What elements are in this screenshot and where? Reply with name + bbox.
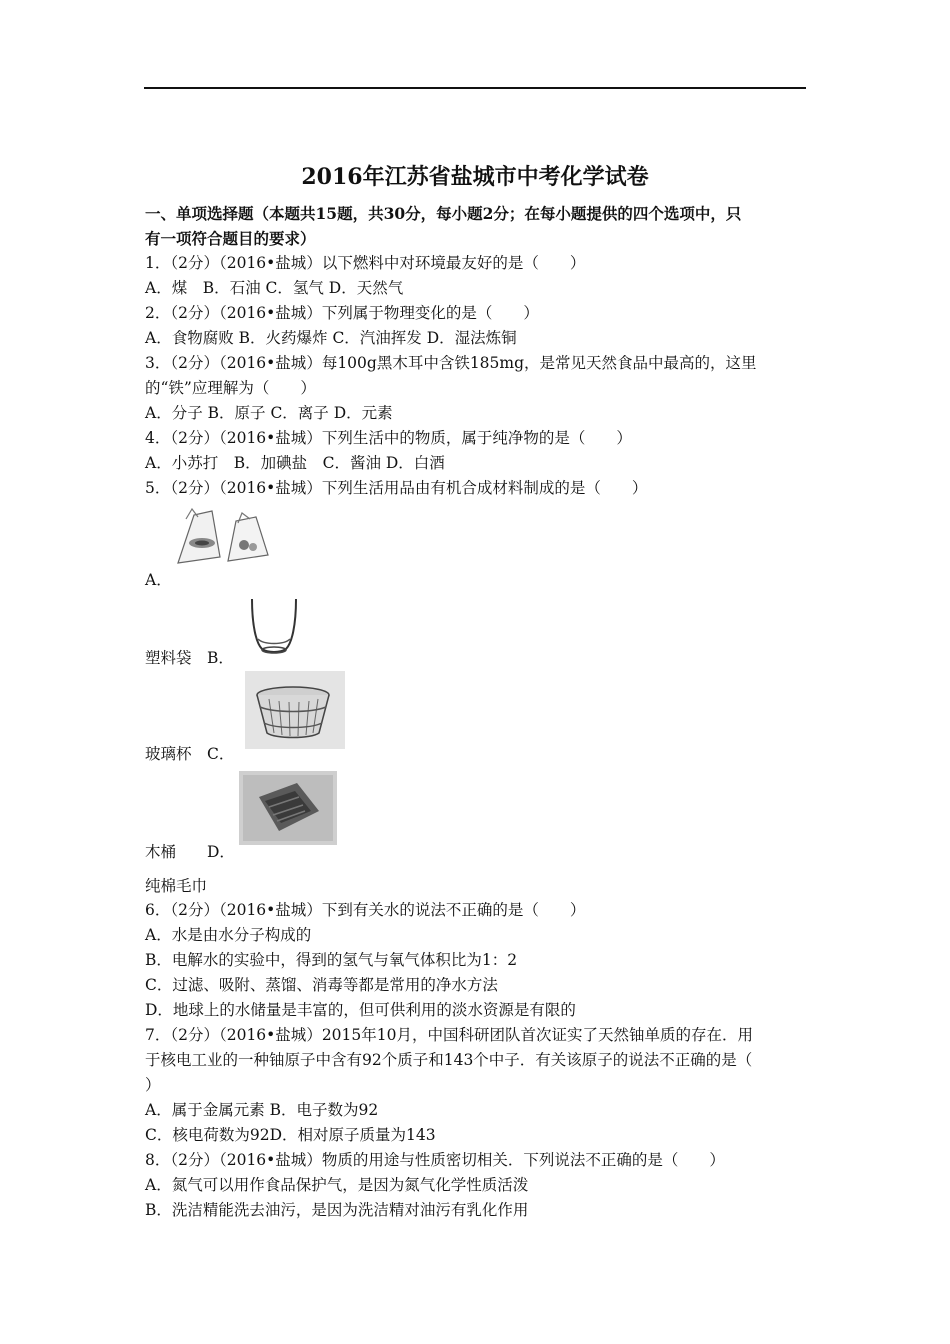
question-1-stem: 1．（2分）（2016•盐城）以下燃料中对环境最友好的是（ ） [145,254,586,272]
question-7-stem-line-3: ） [145,1076,161,1094]
question-3-stem-line-1: 3．（2分）（2016•盐城）每100g黑木耳中含铁185mg，是常见天然食品中最高的，这里 [145,354,757,372]
question-6-option-c: C．过滤、吸附、蒸馏、消毒等都是常用的净水方法 [145,976,498,994]
question-5-stem: 5．（2分）（2016•盐城）下列生活用品由有机合成材料制成的是（ ） [145,479,648,497]
question-7-options-ab: A．属于金属元素 B．电子数为92 [145,1101,379,1119]
question-5-caption-d: 纯棉毛巾 [145,877,208,895]
glass-cup-image [246,595,302,657]
question-5-label-b: 塑料袋 B． [145,649,234,667]
question-2-options: A．食物腐败 B．火药爆炸 C．汽油挥发 D．湿法炼铜 [145,329,517,347]
question-6-option-d: D．地球上的水储量是丰富的，但可供利用的淡水资源是有限的 [145,1001,576,1019]
section-heading-line-1: 一、单项选择题（本题共15题，共30分，每小题2分；在每小题提供的四个选项中，只 [145,204,742,223]
question-2-stem: 2．（2分）（2016•盐城）下列属于物理变化的是（ ） [145,304,539,322]
question-6-option-b: B．电解水的实验中，得到的氢气与氧气体积比为1：2 [145,951,518,969]
question-4-stem: 4．（2分）（2016•盐城）下列生活中的物质，属于纯净物的是（ ） [145,429,632,447]
question-8-option-b: B．洗洁精能洗去油污，是因为洗洁精对油污有乳化作用 [145,1201,529,1219]
plastic-bag-image [172,505,272,575]
section-heading [145,201,807,251]
question-5-label-c: 玻璃杯 C． [145,745,235,763]
question-8-option-a: A．氮气可以用作食品保护气，是因为氮气化学性质活泼 [145,1176,529,1194]
question-8-stem: 8．（2分）（2016•盐城）物质的用途与性质密切相关．下列说法不正确的是（ ） [145,1151,725,1169]
section-heading-line-2: 有一项符合题目的要求） [145,229,316,248]
question-7-stem-line-1: 7．（2分）（2016•盐城）2015年10月，中国科研团队首次证实了天然铀单质的存在．用 [145,1026,753,1044]
cotton-towel-image [239,771,337,845]
header-rule [144,87,806,89]
question-5-label-a: A． [145,571,172,589]
question-3-options: A．分子 B．原子 C．离子 D．元素 [145,404,393,422]
question-6-stem: 6．（2分）（2016•盐城）下到有关水的说法不正确的是（ ） [145,901,586,919]
question-3-stem-line-2: 的“铁”应理解为（ ） [145,379,316,397]
question-7-options-cd: C．核电荷数为92D．相对原子质量为143 [145,1126,436,1144]
wooden-bucket-image [245,671,345,749]
question-5-label-d: 木桶 D． [145,843,235,861]
question-6-option-a: A．水是由水分子构成的 [145,926,312,944]
question-7-stem-line-2: 于核电工业的一种铀原子中含有92个质子和143个中子．有关该原子的说法不正确的是（ [145,1051,753,1069]
question-4-options: A．小苏打 B．加碘盐 C．酱油 D．白酒 [145,454,445,472]
page-title: 2016年江苏省盐城市中考化学试卷 [301,164,649,190]
question-1-options: A．煤 B．石油 C．氢气 D．天然气 [145,279,404,297]
